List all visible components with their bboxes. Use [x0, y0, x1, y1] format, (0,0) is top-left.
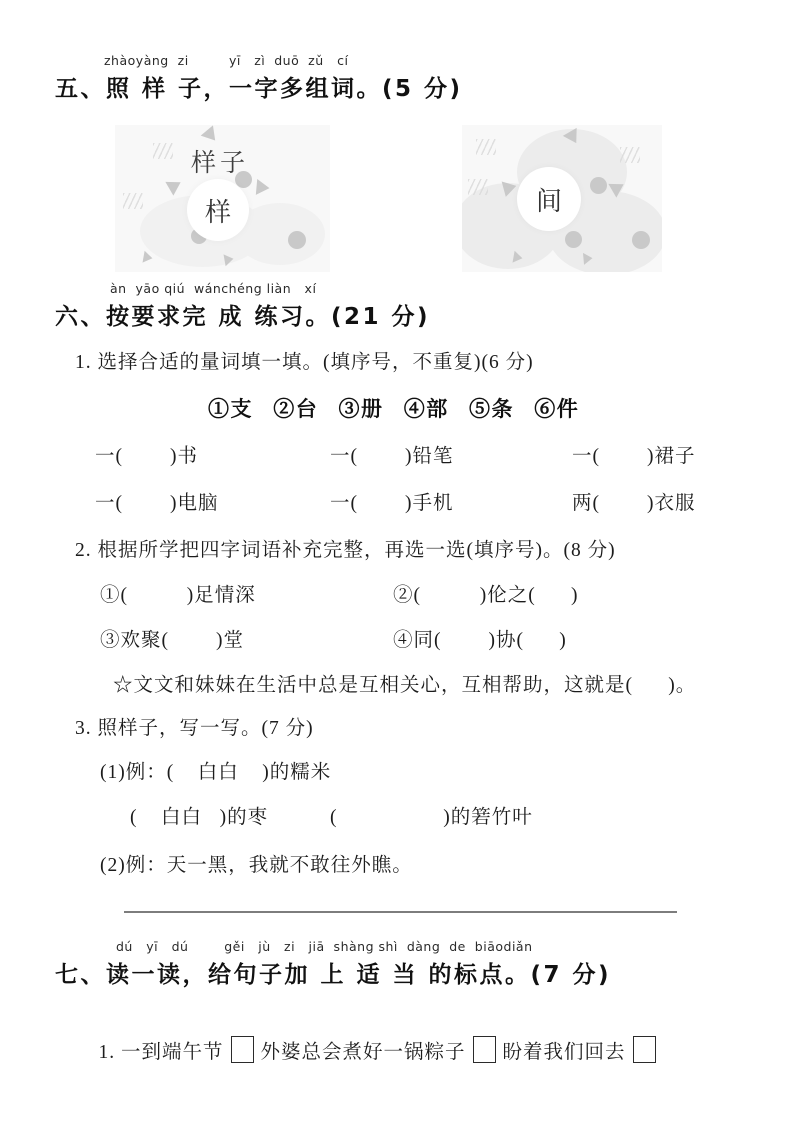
q2-item-1: ①( )足情深: [100, 585, 256, 606]
q1-measure-word-options: ①支 ②台 ③册 ④部 ⑤条 ⑥件: [208, 397, 580, 421]
example-char-circle: [187, 179, 249, 241]
q2-item-2: ②( )伦之( ): [393, 585, 579, 606]
decor-dot: [632, 231, 650, 249]
decor-dot: [565, 231, 582, 248]
q2-item-3: ③欢聚( )堂: [100, 630, 244, 651]
q1-blank-phone: 一( )手机: [330, 493, 454, 514]
decor-triangle: [224, 253, 235, 266]
q1-blank-book: 一( )书: [95, 446, 198, 467]
q1-blank-skirt: 一( )裙子: [572, 446, 696, 467]
example-char-circle: [517, 167, 581, 231]
decor-dot: [590, 177, 607, 194]
punctuation-box: [633, 1036, 656, 1063]
q3-example1-line2b: ( )的箬竹叶: [330, 807, 533, 828]
q1-blank-clothes: 两( )衣服: [572, 493, 696, 514]
q2-item-4: ④同( )协( ): [393, 630, 567, 651]
section-divider: [124, 911, 677, 913]
punctuation-box: [473, 1036, 496, 1063]
decor-triangle: [256, 179, 270, 196]
q3-example2: (2)例：天一黑，我就不敢往外瞧。: [100, 855, 413, 876]
section7-pinyin: dú yī dú gěi jù zi jiā shàng shì dàng de biāodiǎn: [116, 939, 533, 954]
section6-title: 六、按要求完 成 练习。(21 分): [55, 304, 431, 330]
q2-prompt: 2. 根据所学把四字词语补充完整，再选一选(填序号)。(8 分): [75, 540, 616, 561]
decor-hatch-marks: [123, 193, 143, 209]
q1-blank-computer: 一( )电脑: [95, 493, 219, 514]
decor-triangle: [165, 175, 184, 195]
q1-blank-pencil: 一( )铅笔: [330, 446, 454, 467]
example-image-jian: [462, 125, 662, 272]
decor-dot: [288, 231, 306, 249]
q3-example1-line2a: ( 白白 )的枣: [130, 807, 269, 828]
section6-pinyin: àn yāo qiú wánchéng liàn xí: [110, 281, 317, 296]
example-word-label: 样子: [191, 148, 250, 177]
q3-example1-line1: (1)例：( 白白 )的糯米: [100, 762, 332, 783]
question-number: 1.: [98, 1042, 121, 1063]
section5-title: 五、照 样 子，一字多组词。(5 分): [55, 76, 463, 102]
decor-hatch-marks: [153, 143, 173, 159]
punctuation-box: [231, 1036, 254, 1063]
section7-title: 七、读一读，给句子加 上 适 当 的标点。(7 分): [55, 962, 612, 988]
sentence-segment: 盼着我们回去: [502, 1042, 626, 1063]
section5-pinyin: zhàoyàng zi yī zì duō zǔ cí: [104, 53, 349, 68]
decor-triangle: [583, 252, 593, 265]
punctuation-question: [75, 1014, 663, 1086]
example-char: 间: [535, 186, 562, 217]
q1-prompt: 1. 选择合适的量词填一填。(填序号，不重复)(6 分): [75, 352, 534, 373]
decor-hatch-marks: [468, 179, 488, 195]
sentence-segment: 一到端午节: [121, 1042, 224, 1063]
example-image-yang: [115, 125, 330, 272]
decor-hatch-marks: [620, 147, 640, 163]
decor-triangle: [502, 178, 519, 197]
example-char: 样: [204, 197, 231, 228]
sentence-segment: 外婆总会煮好一锅粽子: [260, 1042, 466, 1063]
q3-prompt: 3. 照样子，写一写。(7 分): [75, 718, 314, 739]
q2-star-sentence: ☆文文和妹妹在生活中总是互相关心，互相帮助，这就是( )。: [113, 675, 697, 696]
decor-triangle: [143, 251, 154, 264]
decor-hatch-marks: [476, 139, 496, 155]
